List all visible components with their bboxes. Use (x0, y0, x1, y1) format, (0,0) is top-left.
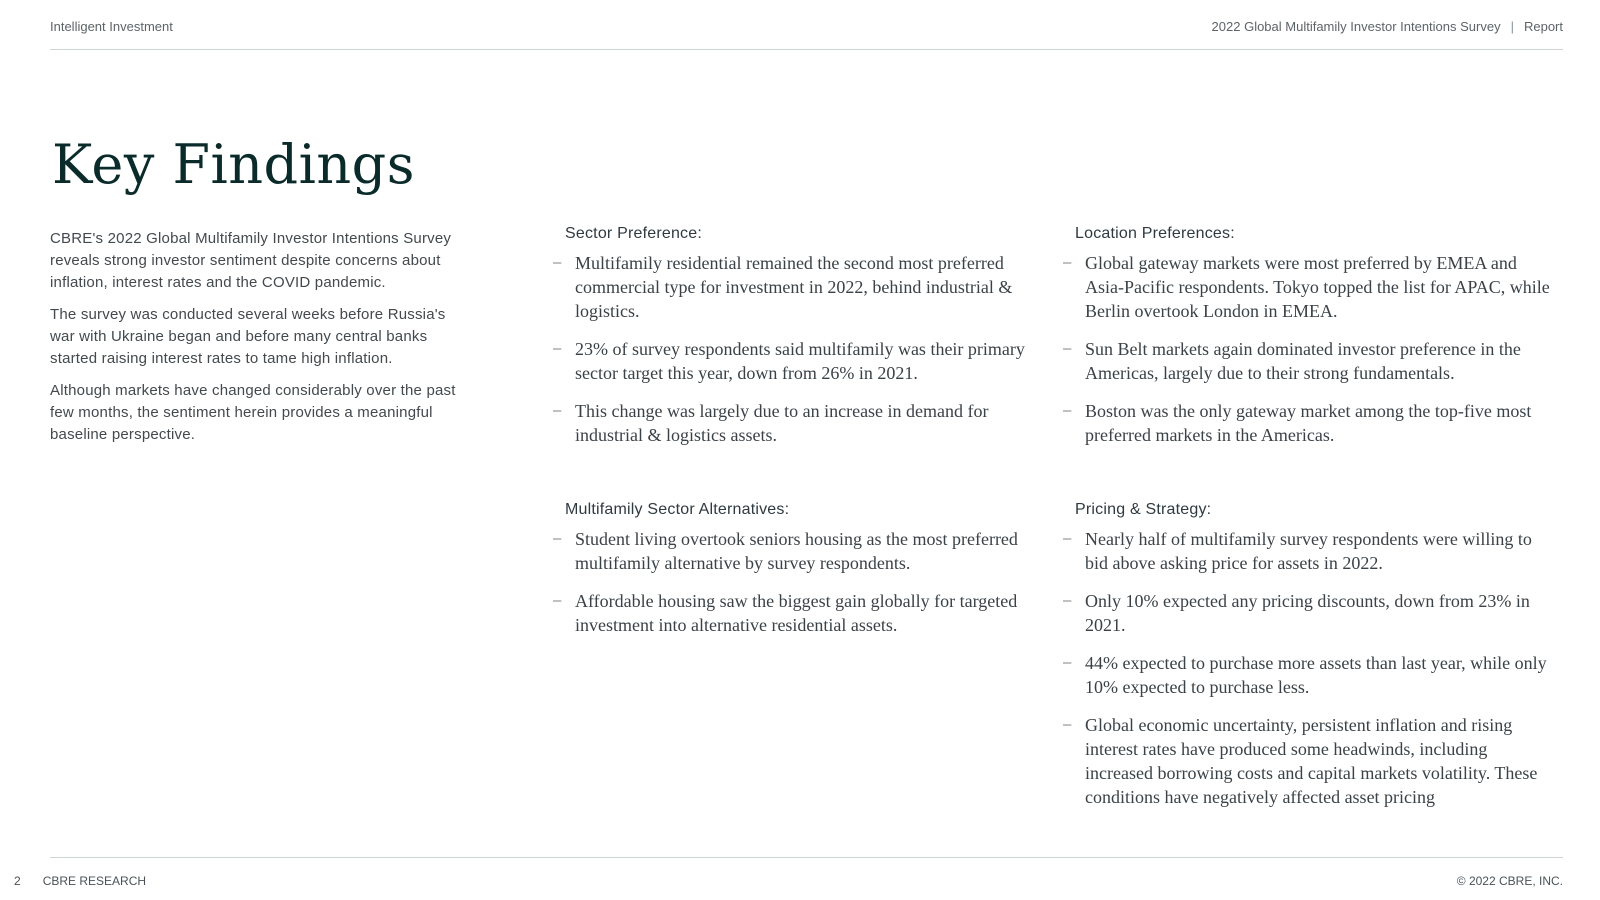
list-item-text: Boston was the only gateway market among the top-five most preferred markets in the Americas. (1085, 401, 1532, 445)
bullet-dash: – (553, 530, 562, 547)
bullet-list (553, 251, 1043, 447)
list-item (1063, 651, 1553, 699)
bullet-list (1063, 251, 1553, 447)
bullet-dash: – (553, 340, 562, 357)
section-location-preferences (1063, 225, 1553, 461)
bullet-dash: – (1063, 716, 1072, 733)
section-heading: Pricing & Strategy: (1075, 501, 1212, 518)
copyright: © 2022 CBRE, INC. (1456, 874, 1563, 888)
intro-paragraph: The survey was conducted several weeks before Russia's war with Ukraine began and before many central banks started raising interest rates to tame high inflation. (50, 306, 446, 367)
header-report-info (1212, 19, 1563, 34)
bullet-dash: – (553, 592, 562, 609)
bullet-list (553, 527, 1043, 637)
bullet-dash: – (1063, 654, 1072, 671)
bullet-dash: – (1063, 254, 1072, 271)
intro-paragraph: CBRE's 2022 Global Multifamily Investor Intentions Survey reveals strong investor sentiment despite concerns about inflation, interest rates and the COVID pandemic. (50, 230, 452, 291)
list-item-text: Global economic uncertainty, persistent inflation and rising interest rates have produced some headwinds, including increased borrowing costs and capital markets volatility. These conditions have negatively affected asset pricing (1085, 715, 1538, 807)
footer-divider (50, 857, 1563, 858)
list-item-text: 44% expected to purchase more assets than last year, while only 10% expected to purchase less. (1085, 653, 1547, 697)
section-heading: Multifamily Sector Alternatives: (565, 501, 790, 518)
list-item-text: Multifamily residential remained the second most preferred commercial type for investment in 2022, behind industrial & logistics. (575, 253, 1013, 321)
bullet-dash: – (1063, 340, 1072, 357)
list-item (1063, 713, 1553, 809)
list-item-text: Global gateway markets were most preferred by EMEA and Asia-Pacific respondents. Tokyo topped the list for APAC, while Berlin overtook London in EMEA. (1085, 253, 1550, 321)
footer-label: CBRE RESEARCH (42, 874, 147, 888)
header-brand-label: Intelligent Investment (50, 19, 173, 34)
list-item-text: Sun Belt markets again dominated investor preference in the Americas, largely due to their strong fundamentals. (1085, 339, 1521, 383)
list-item (1063, 251, 1553, 323)
bullet-list (1063, 527, 1553, 809)
list-item (1063, 337, 1553, 385)
section-pricing-strategy (1063, 501, 1553, 823)
page-header (50, 19, 1563, 34)
list-item (1063, 399, 1553, 447)
page-footer (14, 874, 1563, 888)
section-multifamily-alternatives (553, 501, 1043, 651)
list-item-text: Nearly half of multifamily survey respondents were willing to bid above asking price for assets in 2022. (1085, 529, 1532, 573)
intro-text (50, 228, 470, 456)
header-report-title: 2022 Global Multifamily Investor Intentions Survey (1211, 19, 1501, 34)
section-sector-preference (553, 225, 1043, 461)
list-item (1063, 589, 1553, 637)
list-item-text: 23% of survey respondents said multifamily was their primary sector target this year, down from 26% in 2021. (575, 339, 1025, 383)
list-item-text: Affordable housing saw the biggest gain globally for targeted investment into alternative residential assets. (575, 591, 1018, 635)
bullet-dash: – (1063, 530, 1072, 547)
list-item (553, 589, 1043, 637)
intro-paragraph: Although markets have changed considerably over the past few months, the sentiment herein provides a meaningful baseline perspective. (50, 382, 456, 443)
header-divider (50, 49, 1563, 50)
list-item (553, 337, 1043, 385)
list-item (553, 399, 1043, 447)
list-item-text: This change was largely due to an increase in demand for industrial & logistics assets. (575, 401, 989, 445)
page-number: 2 (14, 874, 21, 888)
page-title: Key Findings (52, 133, 415, 196)
list-item-text: Only 10% expected any pricing discounts, down from 23% in 2021. (1085, 591, 1530, 635)
list-item-text: Student living overtook seniors housing as the most preferred multifamily alternative by survey respondents. (575, 529, 1018, 573)
bullet-dash: – (1063, 402, 1072, 419)
section-heading: Location Preferences: (1075, 225, 1235, 242)
list-item (553, 527, 1043, 575)
list-item (1063, 527, 1553, 575)
header-report-type: Report (1523, 19, 1563, 34)
section-heading: Sector Preference: (565, 225, 702, 242)
list-item (553, 251, 1043, 323)
bullet-dash: – (1063, 592, 1072, 609)
bullet-dash: – (553, 254, 562, 271)
header-separator: | (1510, 19, 1514, 34)
bullet-dash: – (553, 402, 562, 419)
